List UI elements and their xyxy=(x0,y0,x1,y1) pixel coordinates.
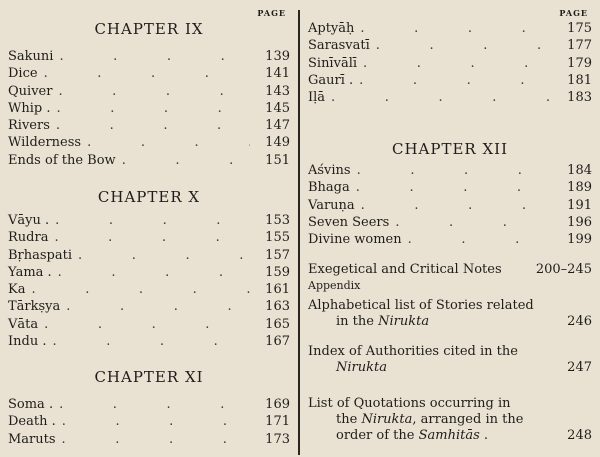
toc-entry: Aśvins . 184 xyxy=(308,162,592,179)
toc-entry: Soma . . 169 xyxy=(8,396,290,413)
authorities-page: 247 xyxy=(567,360,592,375)
page-label-left: PAGE xyxy=(257,8,286,18)
chapter-xii-list xyxy=(308,162,592,248)
chapter-x-heading: CHAPTER X xyxy=(97,188,201,206)
toc-entry: Seven Seers . 196 xyxy=(308,214,592,231)
toc-entry: Sinīvālī . 179 xyxy=(308,55,592,72)
toc-entry: Rivers . 147 xyxy=(8,117,290,134)
appendix-label: Appendix xyxy=(308,279,361,292)
toc-entry: Aptyāḥ . 175 xyxy=(308,20,592,37)
chapter-xi-continued-list xyxy=(308,20,592,106)
chapter-ix-list xyxy=(8,48,290,169)
quotations-line1: List of Quotations occurring in xyxy=(308,396,511,411)
notes-entry xyxy=(308,262,592,294)
chapter-x-list xyxy=(8,212,290,350)
toc-entry: Wilderness . 149 xyxy=(8,134,290,151)
chapter-xii-heading: CHAPTER XII xyxy=(391,140,509,158)
column-divider xyxy=(298,10,300,455)
quotations-entry xyxy=(308,396,592,444)
chapter-xi-heading: CHAPTER XI xyxy=(94,368,204,386)
toc-entry: Ka . 161 xyxy=(8,281,290,298)
toc-entry: Ends of the Bow . 151 xyxy=(8,152,290,169)
authorities-line1: Index of Authorities cited in the xyxy=(308,344,518,359)
quotations-line2: the Nirukta, arranged in the xyxy=(336,412,524,427)
toc-entry: Dice . 141 xyxy=(8,65,290,82)
toc-entry: Sakuni . 139 xyxy=(8,48,290,65)
toc-entry: Iḷā . 183 xyxy=(308,89,592,106)
authorities-entry xyxy=(308,344,592,376)
chapter-ix-heading: CHAPTER IX xyxy=(94,20,204,38)
page-label-right: PAGE xyxy=(559,8,588,18)
quotations-line3: order of the Samhitās . xyxy=(336,428,489,443)
left-column xyxy=(8,6,290,457)
toc-entry: Maruts . 173 xyxy=(8,431,290,448)
toc-entry: Vāta . 165 xyxy=(8,316,290,333)
right-column xyxy=(308,6,592,457)
toc-entry: Tārkṣya . 163 xyxy=(8,298,290,315)
quotations-page: 248 xyxy=(567,428,592,443)
toc-entry: Indu . . 167 xyxy=(8,333,290,350)
toc-entry: Divine women . 199 xyxy=(308,231,592,248)
authorities-line2: Nirukta xyxy=(336,360,387,375)
toc-entry: Quiver . 143 xyxy=(8,83,290,100)
toc-entry: Bhaga . 189 xyxy=(308,179,592,196)
toc-entry: Rudra . 155 xyxy=(8,229,290,246)
chapter-xi-list xyxy=(8,396,290,448)
notes-page: 200–245 xyxy=(535,262,592,277)
toc-entry: Death . . 171 xyxy=(8,413,290,430)
notes-text: Exegetical and Critical Notes xyxy=(308,262,502,277)
stories-line2: in the Nirukta xyxy=(336,314,430,329)
toc-entry: Gaurī . . 181 xyxy=(308,72,592,89)
toc-entry: Whip . . 145 xyxy=(8,100,290,117)
toc-entry: Sarasvatī . 177 xyxy=(308,37,592,54)
toc-entry: Varuṇa . 191 xyxy=(308,197,592,214)
stories-entry xyxy=(308,298,592,330)
stories-line1: Alphabetical list of Stories related xyxy=(308,298,534,313)
toc-entry: Yama . . 159 xyxy=(8,264,290,281)
stories-page: 246 xyxy=(567,314,592,329)
toc-entry: Vāyu . . 153 xyxy=(8,212,290,229)
toc-entry: Bṛhaspati . 157 xyxy=(8,247,290,264)
